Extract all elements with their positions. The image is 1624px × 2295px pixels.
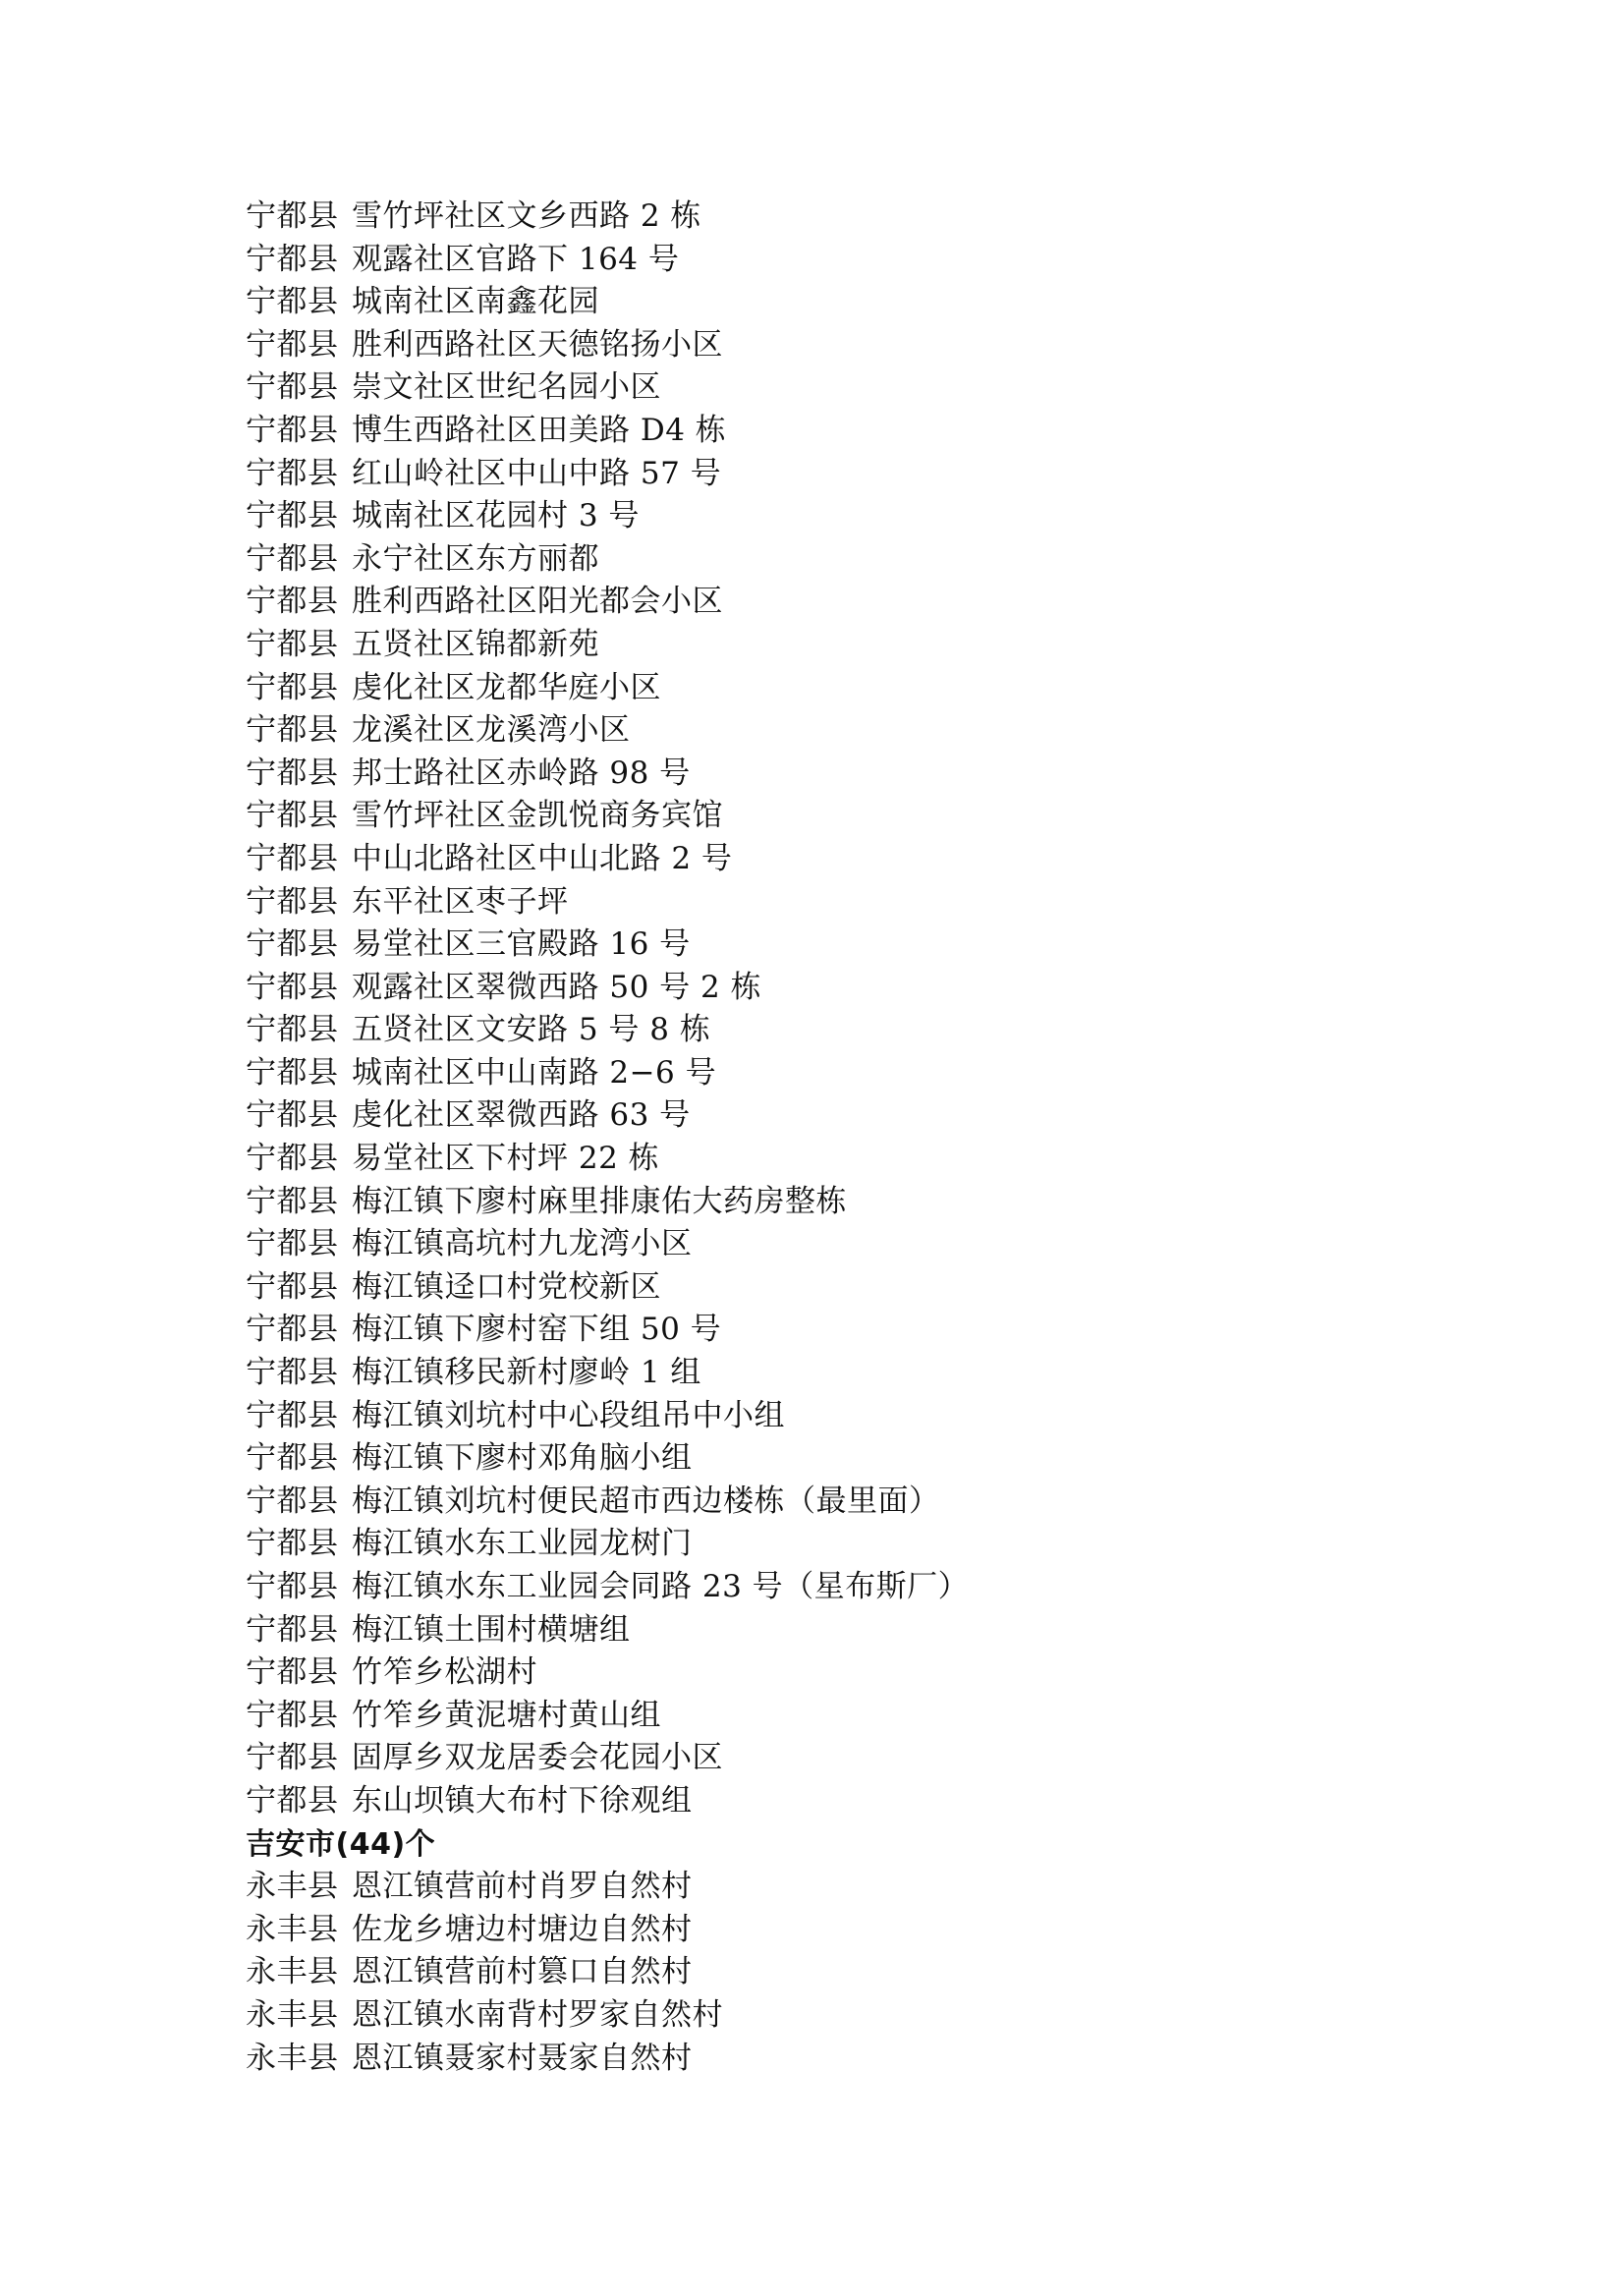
address-text: 博生西路社区田美路 D4 栋 <box>352 412 727 448</box>
address-text: 易堂社区下村坪 22 栋 <box>352 1141 660 1177</box>
address-text: 恩江镇营前村篡口自然村 <box>352 1954 693 1990</box>
list-item <box>246 1352 1425 1395</box>
list-item <box>246 924 1425 967</box>
address-text: 观露社区官路下 164 号 <box>352 241 680 277</box>
address-text: 恩江镇营前村肖罗自然村 <box>352 1869 693 1905</box>
list-item <box>246 1609 1425 1652</box>
county-name: 宁都县 <box>246 1141 339 1177</box>
list-item <box>246 453 1425 496</box>
list-item <box>246 1223 1425 1266</box>
county-name: 宁都县 <box>246 198 339 234</box>
list-item <box>246 1009 1425 1052</box>
address-text: 中山北路社区中山北路 2 号 <box>352 840 733 876</box>
address-text: 城南社区南鑫花园 <box>352 284 599 320</box>
list-item <box>246 281 1425 324</box>
county-name: 永丰县 <box>246 1996 339 2033</box>
list-item <box>246 1951 1425 1994</box>
county-name: 宁都县 <box>246 498 339 534</box>
list-item <box>246 881 1425 924</box>
county-name: 宁都县 <box>246 626 339 662</box>
county-name: 永丰县 <box>246 1869 339 1905</box>
list-item <box>246 795 1425 838</box>
county-name: 宁都县 <box>246 1526 339 1562</box>
section-ningdu-list <box>246 196 1425 1823</box>
list-item <box>246 1481 1425 1524</box>
list-item <box>246 1138 1425 1181</box>
address-text: 梅江镇土围村横塘组 <box>352 1611 631 1648</box>
list-item <box>246 624 1425 667</box>
county-name: 宁都县 <box>246 284 339 320</box>
address-text: 红山岭社区中山中路 57 号 <box>352 455 722 491</box>
list-item <box>246 838 1425 881</box>
list-item <box>246 581 1425 624</box>
county-name: 宁都县 <box>246 798 339 834</box>
county-name: 宁都县 <box>246 241 339 277</box>
list-item <box>246 1909 1425 1952</box>
county-name: 永丰县 <box>246 1911 339 1947</box>
list-item <box>246 196 1425 239</box>
list-item <box>246 753 1425 796</box>
county-name: 永丰县 <box>246 1954 339 1990</box>
county-name: 宁都县 <box>246 326 339 363</box>
county-name: 宁都县 <box>246 1654 339 1691</box>
address-text: 城南社区中山南路 2−6 号 <box>352 1054 717 1091</box>
list-item <box>246 1094 1425 1138</box>
county-name: 宁都县 <box>246 1611 339 1648</box>
list-item <box>246 709 1425 753</box>
address-text: 邦士路社区赤岭路 98 号 <box>352 755 691 791</box>
address-list <box>246 196 1425 2080</box>
county-name: 宁都县 <box>246 712 339 749</box>
address-text: 梅江镇刘坑村便民超市西边楼栋（最里面） <box>352 1483 940 1519</box>
list-item <box>246 1052 1425 1095</box>
address-text: 竹笮乡松湖村 <box>352 1654 537 1691</box>
list-item <box>246 410 1425 453</box>
address-text: 梅江镇下廖村窑下组 50 号 <box>352 1312 722 1348</box>
list-item <box>246 1437 1425 1481</box>
county-name: 宁都县 <box>246 1183 339 1219</box>
county-name: 宁都县 <box>246 840 339 876</box>
address-text: 恩江镇聂家村聂家自然村 <box>352 2040 693 2076</box>
address-text: 雪竹坪社区金凯悦商务宾馆 <box>352 798 723 834</box>
address-text: 佐龙乡塘边村塘边自然村 <box>352 1911 693 1947</box>
address-text: 梅江镇水东工业园会同路 23 号（星布斯厂） <box>352 1569 970 1604</box>
address-text: 梅江镇下廖村邓角脑小组 <box>352 1440 693 1477</box>
address-text: 永宁社区东方丽都 <box>352 540 599 577</box>
address-text: 城南社区花园村 3 号 <box>352 498 640 534</box>
address-text: 易堂社区三官殿路 16 号 <box>352 926 691 963</box>
county-name: 宁都县 <box>246 1097 339 1134</box>
county-name: 宁都县 <box>246 1782 339 1819</box>
list-item <box>246 1181 1425 1224</box>
county-name: 宁都县 <box>246 1697 339 1733</box>
list-item <box>246 1651 1425 1695</box>
address-text: 虔化社区翠微西路 63 号 <box>352 1097 691 1134</box>
list-item <box>246 1866 1425 1909</box>
county-name: 宁都县 <box>246 1740 339 1776</box>
section-yongfeng-list <box>246 1866 1425 2080</box>
address-text: 崇文社区世纪名园小区 <box>352 369 661 406</box>
county-name: 永丰县 <box>246 2040 339 2076</box>
list-item <box>246 1695 1425 1738</box>
county-name: 宁都县 <box>246 1483 339 1519</box>
county-name: 宁都县 <box>246 1312 339 1348</box>
list-item <box>246 2038 1425 2081</box>
county-name: 宁都县 <box>246 369 339 406</box>
county-name: 宁都县 <box>246 969 339 1005</box>
address-text: 胜利西路社区天德铭扬小区 <box>352 326 723 363</box>
list-item <box>246 1395 1425 1438</box>
county-name: 宁都县 <box>246 883 339 920</box>
list-item <box>246 1737 1425 1780</box>
county-name: 宁都县 <box>246 540 339 577</box>
address-text: 梅江镇高坑村九龙湾小区 <box>352 1226 693 1262</box>
address-text: 东平社区枣子坪 <box>352 883 569 920</box>
address-text: 五贤社区锦都新苑 <box>352 626 599 662</box>
list-item <box>246 366 1425 410</box>
address-text: 固厚乡双龙居委会花园小区 <box>352 1740 723 1776</box>
county-name: 宁都县 <box>246 412 339 448</box>
county-name: 宁都县 <box>246 584 339 620</box>
address-text: 梅江镇迳口村党校新区 <box>352 1268 661 1305</box>
county-name: 宁都县 <box>246 455 339 491</box>
address-text: 恩江镇水南背村罗家自然村 <box>352 1996 723 2033</box>
section-heading: 吉安市(44)个 <box>246 1826 436 1862</box>
list-item <box>246 967 1425 1010</box>
address-text: 东山坝镇大布村下徐观组 <box>352 1782 693 1819</box>
county-name: 宁都县 <box>246 1569 339 1604</box>
county-name: 宁都县 <box>246 1054 339 1091</box>
address-text: 龙溪社区龙溪湾小区 <box>352 712 631 749</box>
county-name: 宁都县 <box>246 926 339 963</box>
county-name: 宁都县 <box>246 1268 339 1305</box>
address-text: 雪竹坪社区文乡西路 2 栋 <box>352 198 701 234</box>
list-item <box>246 239 1425 282</box>
address-text: 梅江镇刘坑村中心段组吊中小组 <box>352 1397 785 1433</box>
county-name: 宁都县 <box>246 1355 339 1391</box>
address-text: 虔化社区龙都华庭小区 <box>352 669 661 705</box>
list-item <box>246 667 1425 710</box>
list-item <box>246 1266 1425 1310</box>
list-item <box>246 1309 1425 1352</box>
county-name: 宁都县 <box>246 669 339 705</box>
county-name: 宁都县 <box>246 755 339 791</box>
address-text: 梅江镇水东工业园龙树门 <box>352 1526 693 1562</box>
list-item <box>246 538 1425 582</box>
list-item <box>246 1780 1425 1823</box>
county-name: 宁都县 <box>246 1440 339 1477</box>
list-item <box>246 1523 1425 1566</box>
list-item <box>246 495 1425 538</box>
address-text: 竹笮乡黄泥塘村黄山组 <box>352 1697 661 1733</box>
address-text: 胜利西路社区阳光都会小区 <box>352 584 723 620</box>
address-text: 梅江镇移民新村廖岭 1 组 <box>352 1355 701 1391</box>
address-text: 观露社区翠微西路 50 号 2 栋 <box>352 969 762 1005</box>
address-text: 五贤社区文安路 5 号 8 栋 <box>352 1012 711 1048</box>
county-name: 宁都县 <box>246 1397 339 1433</box>
list-item <box>246 324 1425 367</box>
list-item <box>246 1566 1425 1609</box>
address-text: 梅江镇下廖村麻里排康佑大药房整栋 <box>352 1183 847 1219</box>
list-item <box>246 1994 1425 2038</box>
county-name: 宁都县 <box>246 1012 339 1048</box>
county-name: 宁都县 <box>246 1226 339 1262</box>
